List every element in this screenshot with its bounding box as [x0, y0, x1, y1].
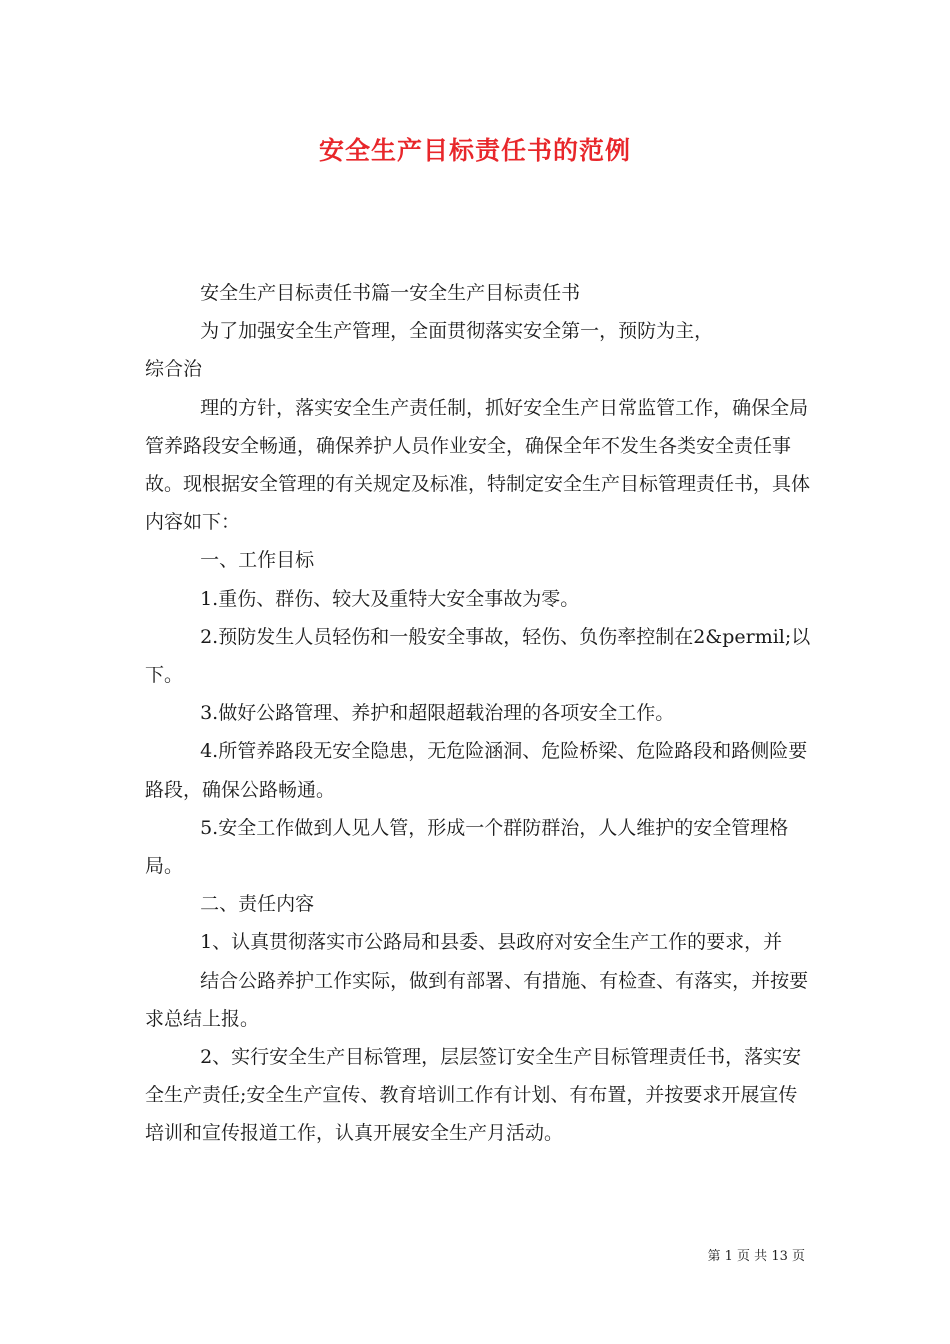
document-title: 安全生产目标责任书的范例: [318, 136, 631, 165]
page-number-footer: 第 1 页 共 13 页: [707, 1249, 805, 1264]
goal-item-4: 4.所管养路段无安全隐患，无危险涵洞、危险桥梁、危险路段和路侧险要路段，确保公路畅通。: [145, 740, 808, 801]
goal-item-3: 3.做好公路管理、养护和超限超载治理的各项安全工作。: [200, 702, 675, 725]
paragraph-purpose: 为了加强安全生产管理，全面贯彻落实安全第一，预防为主，: [200, 320, 714, 343]
responsibility-item-1: 1、认真贯彻落实市公路局和县委、县政府对安全生产工作的要求，并: [200, 931, 783, 954]
document-body: [145, 274, 813, 1153]
section-heading-work-goals: 一、工作目标: [200, 549, 315, 572]
responsibility-item-2: 2、实行安全生产目标管理，层层签订安全生产目标管理责任书，落实安全生产责任;安全生产宣传、教育培训工作有计划、有布置，并按要求开展宣传培训和宣传报道工作，认真开展安全生产月活动。: [145, 1046, 802, 1145]
paragraph-purpose-continued: 综合治: [145, 358, 203, 381]
paragraph-intro-heading: 安全生产目标责任书篇一安全生产目标责任书: [200, 282, 581, 304]
goal-item-1: 1.重伤、群伤、较大及重特大安全事故为零。: [200, 587, 580, 610]
goal-item-2: 2.预防发生人员轻伤和一般安全事故，轻伤、负伤率控制在2&permil;以下。: [145, 625, 811, 687]
section-heading-responsibilities: 二、责任内容: [200, 893, 315, 916]
goal-item-5: 5.安全工作做到人见人管，形成一个群防群治，人人维护的安全管理格局。: [145, 816, 789, 878]
responsibility-item-1-continued: 结合公路养护工作实际，做到有部署、有措施、有检查、有落实，并按要求总结上报。: [145, 969, 809, 1030]
paragraph-policy: 理的方针，落实安全生产责任制，抓好安全生产日常监管工作，确保全局管养路段安全畅通，确保养护人员作业安全，确保全年不发生各类安全责任事故。现根据安全管理的有关规定及标准，特制定安全生产目标管理责任书，具体内容如下：: [145, 396, 811, 534]
